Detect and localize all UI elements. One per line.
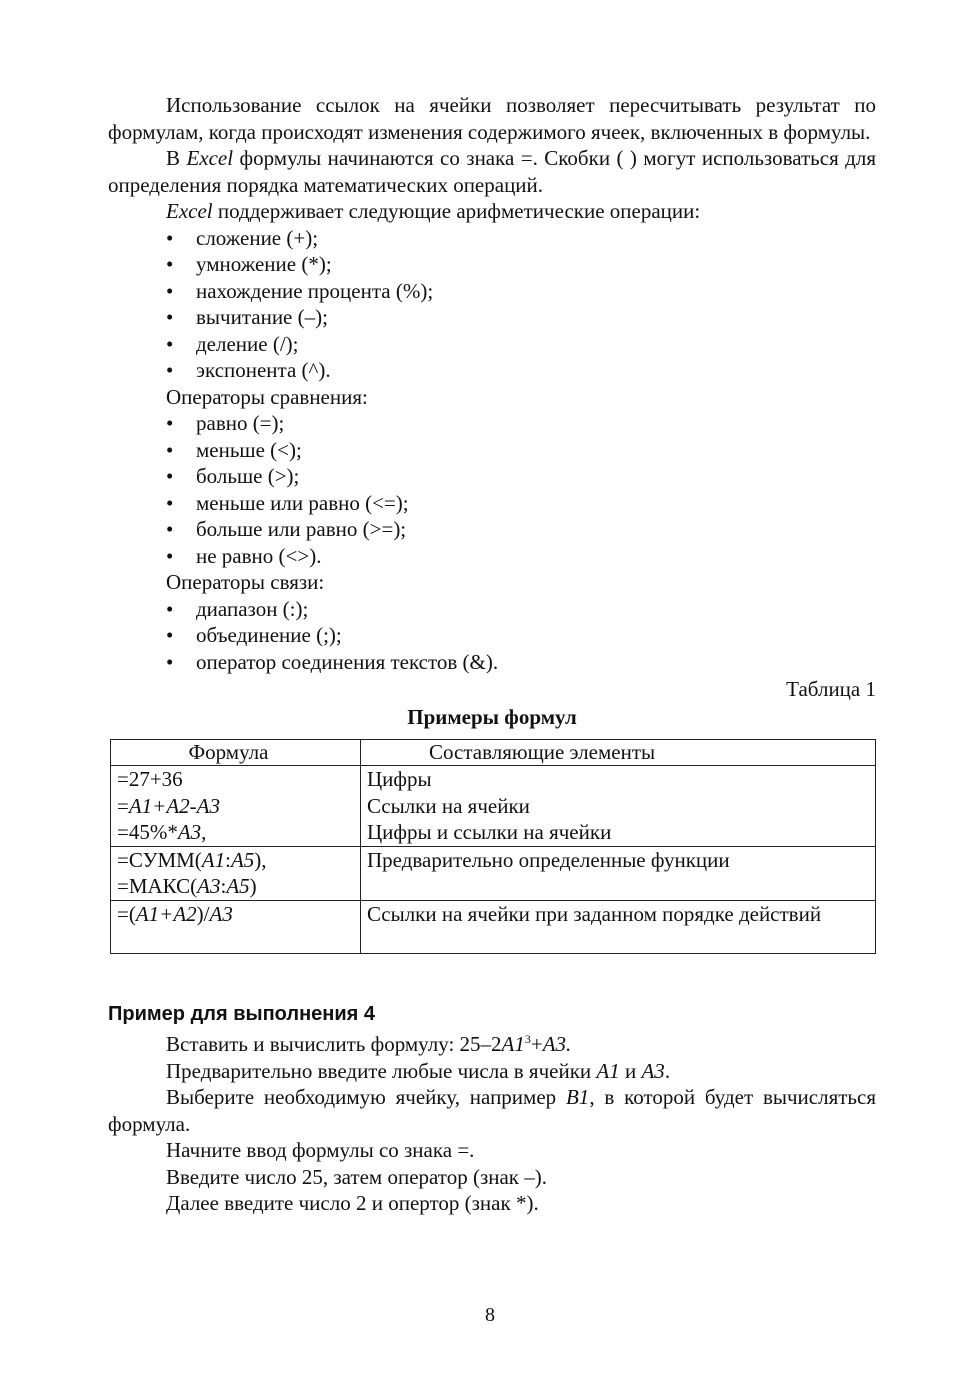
formula-text bbox=[117, 901, 354, 928]
cell-ref: A1 bbox=[596, 1058, 620, 1083]
list-item-text: не равно (<>). bbox=[196, 543, 322, 568]
list-item bbox=[108, 437, 876, 464]
cell-ref: A5 bbox=[230, 847, 255, 872]
page-number: 8 bbox=[485, 1304, 495, 1326]
list-item-text: диапазон (:); bbox=[196, 596, 309, 621]
text-span: В bbox=[166, 146, 187, 170]
column-header-formula: Формула bbox=[111, 740, 361, 766]
cell-ref: A3 bbox=[209, 901, 233, 926]
text-span: =СУММ( bbox=[117, 847, 202, 872]
bullet-icon: • bbox=[166, 596, 174, 621]
list-item-text: объединение (;); bbox=[196, 623, 342, 647]
list-item bbox=[108, 304, 876, 331]
excel-term: Excel bbox=[186, 146, 234, 170]
table-row bbox=[111, 766, 876, 847]
element-text: Ссылки на ячейки при заданном порядке действий bbox=[367, 901, 822, 926]
list-item-text: экспонента (^). bbox=[196, 358, 331, 382]
text-span: =( bbox=[117, 901, 136, 926]
formula-text bbox=[117, 847, 354, 874]
column-header-elements: Составляющие элементы bbox=[361, 740, 876, 766]
formula-cell bbox=[111, 900, 361, 953]
bullet-icon: • bbox=[166, 411, 174, 435]
element-text: Предварительно определенные функции bbox=[367, 847, 730, 872]
bullet-icon: • bbox=[166, 331, 174, 356]
list-item bbox=[108, 463, 876, 490]
example-line: Введите число 25, затем оператор (знак –). bbox=[166, 1164, 548, 1189]
list-item bbox=[108, 622, 876, 649]
bullet-icon: • bbox=[166, 464, 174, 488]
example-heading: Пример для выполнения 4 bbox=[108, 1002, 376, 1025]
text-span: = bbox=[117, 793, 129, 818]
table-header-row bbox=[111, 740, 876, 766]
element-text: Цифры bbox=[367, 767, 432, 791]
example-line bbox=[108, 1058, 876, 1085]
excel-term: Excel bbox=[166, 199, 213, 223]
list-item-text: меньше (<); bbox=[196, 437, 302, 462]
text-span: поддерживает следующие арифметические операции: bbox=[212, 199, 701, 223]
formula-cell bbox=[111, 846, 361, 900]
list-item-text: равно (=); bbox=[196, 411, 285, 435]
text-span: Выберите необходимую ячейку, например bbox=[166, 1085, 566, 1109]
list-item bbox=[108, 596, 876, 623]
text-span: : bbox=[220, 874, 227, 898]
text-span: + bbox=[530, 1032, 543, 1056]
formula-examples-table bbox=[110, 739, 876, 954]
elements-cell bbox=[361, 766, 876, 847]
list-item bbox=[108, 251, 876, 278]
list-item bbox=[108, 410, 876, 437]
list-item-text: деление (/); bbox=[196, 331, 299, 356]
cell-ref: B1 bbox=[565, 1085, 590, 1109]
text-span: . bbox=[664, 1058, 671, 1083]
cell-ref: A5 bbox=[226, 874, 250, 898]
list-item-text: больше (>); bbox=[196, 464, 300, 488]
text-span: формулы начинаются со знака =. Скобки ( ) могут использоваться для определения порядка математических операций. bbox=[108, 146, 876, 197]
list-item bbox=[108, 357, 876, 384]
list-item bbox=[108, 516, 876, 543]
list-item bbox=[108, 225, 876, 252]
formula-text bbox=[117, 819, 354, 846]
bullet-icon: • bbox=[166, 437, 174, 462]
cell-ref: A3 bbox=[197, 874, 221, 898]
paragraph-arithmetic-intro bbox=[108, 198, 876, 225]
list-item-text: сложение (+); bbox=[196, 225, 319, 250]
exponent: 3 bbox=[524, 1032, 531, 1046]
list-item-text: умножение (*); bbox=[196, 252, 332, 276]
cell-ref: A1+A2-A3 bbox=[128, 793, 220, 818]
page-content bbox=[108, 92, 876, 1217]
list-item bbox=[108, 543, 876, 570]
elements-cell bbox=[361, 900, 876, 953]
text-span: Вставить и вычислить формулу: 25–2 bbox=[166, 1032, 502, 1056]
paragraph-excel-formulas bbox=[108, 145, 876, 198]
cell-ref: A1+A2 bbox=[135, 901, 197, 926]
bullet-icon: • bbox=[166, 490, 174, 515]
cell-ref: A3 bbox=[641, 1058, 665, 1083]
bullet-icon: • bbox=[166, 623, 174, 647]
table-title: Примеры формул bbox=[407, 704, 577, 729]
bullet-icon: • bbox=[166, 517, 174, 541]
bullet-icon: • bbox=[166, 278, 174, 303]
table-caption: Таблица 1 bbox=[786, 677, 876, 701]
element-text: Ссылки на ячейки bbox=[367, 793, 530, 818]
text-span: )/ bbox=[196, 901, 210, 926]
list-item bbox=[108, 649, 876, 676]
bullet-icon: • bbox=[166, 358, 174, 382]
bullet-icon: • bbox=[166, 225, 174, 250]
bullet-icon: • bbox=[166, 252, 174, 276]
list-item-text: меньше или равно (<=); bbox=[196, 490, 409, 515]
bullet-icon: • bbox=[166, 543, 174, 568]
paragraph-cell-references: Использование ссылок на ячейки позволяет пересчитывать результат по формулам, когда происходят изменения содержимого ячеек, включенных в формулы. bbox=[108, 93, 876, 144]
bullet-icon: • bbox=[166, 649, 174, 674]
formula-text bbox=[117, 873, 354, 900]
arithmetic-operations-list bbox=[108, 225, 876, 384]
comparison-operators-list bbox=[108, 410, 876, 569]
example-line bbox=[108, 1084, 876, 1137]
cell-ref: A3 bbox=[177, 820, 202, 844]
example-line: Начните ввод формулы со знака =. bbox=[166, 1138, 475, 1162]
table-row bbox=[111, 846, 876, 900]
element-text: Цифры и ссылки на ячейки bbox=[367, 820, 612, 844]
example-line bbox=[108, 1031, 876, 1058]
link-operators-title: Операторы связи: bbox=[166, 570, 325, 594]
table-row bbox=[111, 900, 876, 953]
text-span: ) bbox=[249, 874, 257, 898]
cell-ref: A1 bbox=[501, 1032, 525, 1056]
text-span: , в которой будет вычисляться формула. bbox=[108, 1085, 876, 1136]
bullet-icon: • bbox=[166, 305, 174, 329]
formula-text bbox=[117, 793, 354, 820]
cell-ref: A1 bbox=[201, 847, 226, 872]
list-item bbox=[108, 278, 876, 305]
formula-text: =27+36 bbox=[117, 767, 183, 791]
text-span: и bbox=[619, 1058, 642, 1083]
example-line: Далее введите число 2 и опертор (знак *). bbox=[166, 1191, 539, 1215]
comparison-operators-title: Операторы сравнения: bbox=[166, 384, 368, 409]
text-span: =МАКС( bbox=[117, 874, 198, 898]
list-item-text: оператор соединения текстов (&). bbox=[196, 649, 499, 674]
text-span: Предварительно введите любые числа в ячейки bbox=[166, 1058, 597, 1083]
list-item bbox=[108, 490, 876, 517]
text-span: , bbox=[201, 820, 207, 844]
list-item bbox=[108, 331, 876, 358]
cell-ref: A3. bbox=[542, 1032, 572, 1056]
list-item-text: нахождение процента (%); bbox=[196, 278, 434, 303]
text-span: ), bbox=[254, 847, 267, 872]
link-operators-list bbox=[108, 596, 876, 676]
text-span: : bbox=[225, 847, 231, 872]
formula-cell bbox=[111, 766, 361, 847]
elements-cell bbox=[361, 846, 876, 900]
list-item-text: больше или равно (>=); bbox=[196, 517, 407, 541]
text-span: =45%* bbox=[117, 820, 178, 844]
list-item-text: вычитание (–); bbox=[196, 305, 328, 329]
